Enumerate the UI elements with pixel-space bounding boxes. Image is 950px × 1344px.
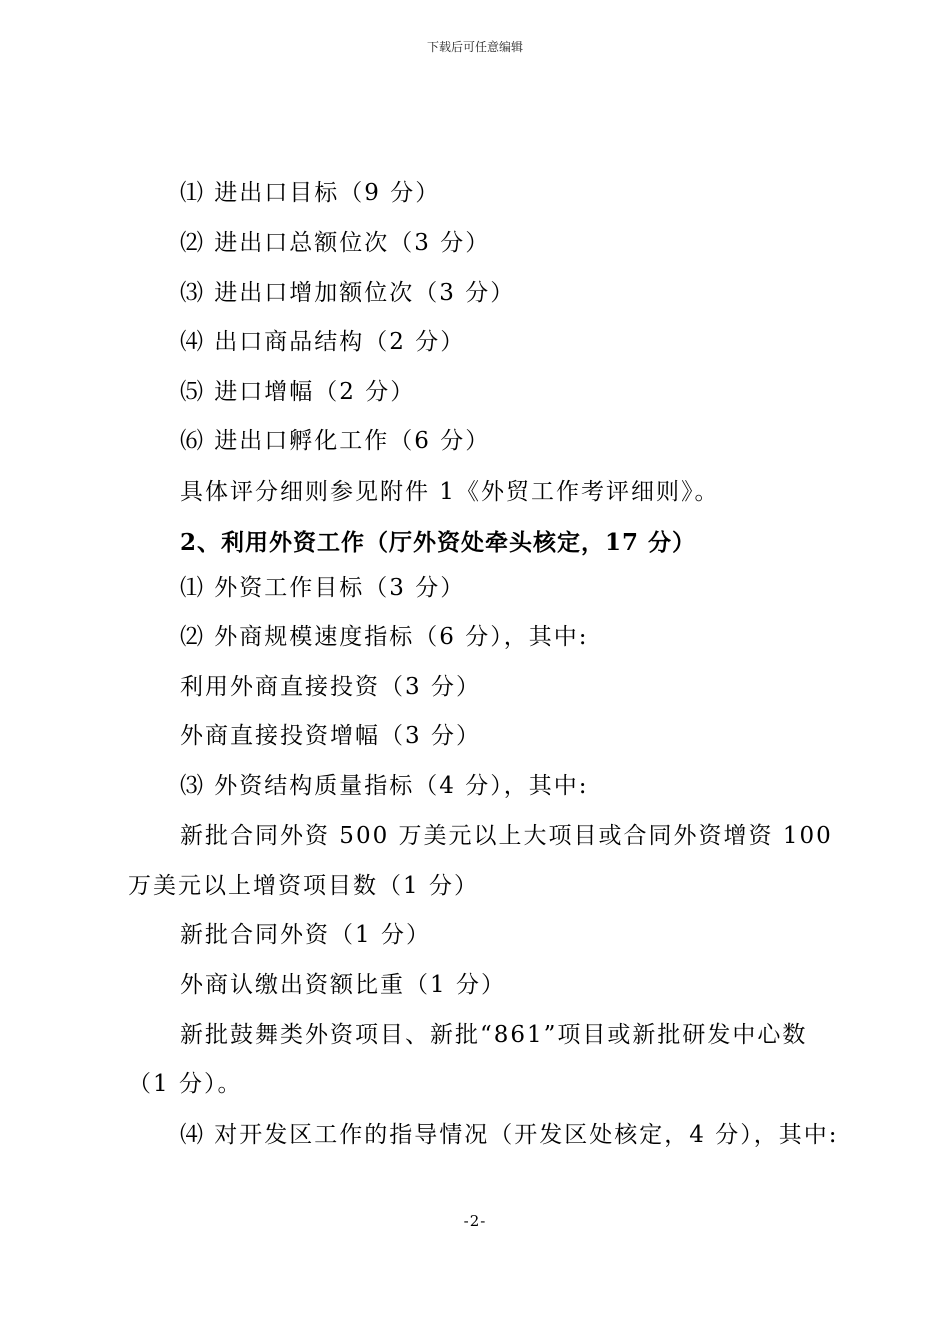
paragraph-appendix-note: 具体评分细则参见附件 1《外贸工作考评细则》。 xyxy=(180,479,720,505)
section-heading-foreign-investment: 2、利用外资工作（厅外资处牵头核定，17 分） xyxy=(180,529,697,556)
subitem-new-contract-capital: 新批合同外资（1 分） xyxy=(180,922,431,948)
subitem-encouraged-projects-continued: （1 分）。 xyxy=(128,1071,243,1097)
page-number: -2- xyxy=(463,1212,487,1230)
subitem-direct-investment-growth: 外商直接投资增幅（3 分） xyxy=(180,723,481,749)
item-import-growth: ⑸ 进口增幅（2 分） xyxy=(180,379,416,405)
header-note: 下载后可任意编辑 xyxy=(426,40,523,54)
item-incubation-work: ⑹ 进出口孵化工作（6 分） xyxy=(180,428,491,454)
item-increase-rank: ⑶ 进出口增加额位次（3 分） xyxy=(180,280,516,306)
item-scale-speed-indicator: ⑵ 外商规模速度指标（6 分），其中: xyxy=(180,624,589,650)
item-total-rank: ⑵ 进出口总额位次（3 分） xyxy=(180,230,491,256)
item-import-export-target: ⑴ 进出口目标（9 分） xyxy=(180,180,441,206)
subitem-subscribed-capital-ratio: 外商认缴出资额比重（1 分） xyxy=(180,972,506,998)
subitem-large-projects-continued: 万美元以上增资项目数（1 分） xyxy=(128,873,479,899)
item-development-zone-guidance: ⑷ 对开发区工作的指导情况（开发区处核定，4 分），其中: xyxy=(180,1122,839,1148)
subitem-direct-investment: 利用外商直接投资（3 分） xyxy=(180,674,481,700)
item-export-structure: ⑷ 出口商品结构（2 分） xyxy=(180,329,466,355)
subitem-encouraged-projects: 新批鼓舞类外资项目、新批“861”项目或新批研发中心数 xyxy=(180,1022,808,1048)
item-structure-quality-indicator: ⑶ 外资结构质量指标（4 分），其中: xyxy=(180,773,589,799)
item-fdi-target: ⑴ 外资工作目标（3 分） xyxy=(180,575,466,601)
subitem-large-projects: 新批合同外资 500 万美元以上大项目或合同外资增资 100 xyxy=(180,823,833,849)
